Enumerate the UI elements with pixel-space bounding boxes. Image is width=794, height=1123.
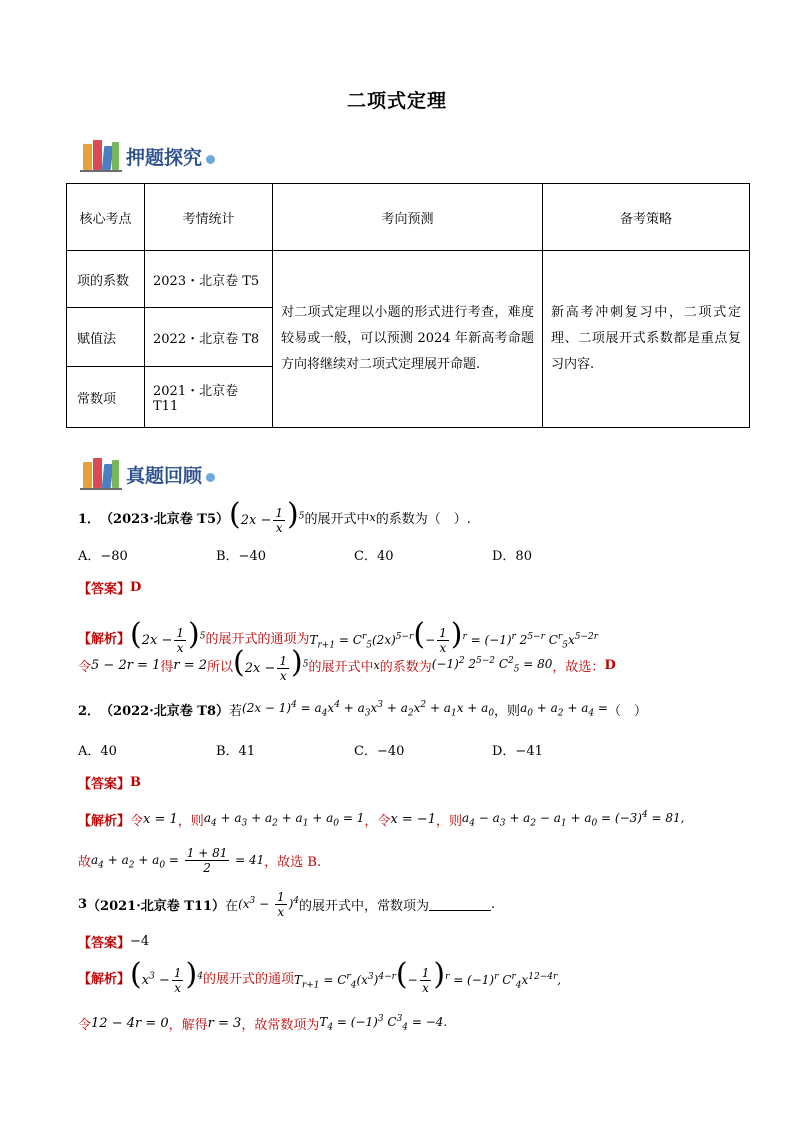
core-point: 常数项 bbox=[67, 367, 145, 428]
exam-source: 2023・北京卷 T5 bbox=[145, 251, 273, 308]
question-number: 1． bbox=[78, 512, 101, 527]
section-title: 押题探究 bbox=[126, 146, 203, 169]
binomial-expression: (2x − $\frac{1}{x}$ )$^5$ bbox=[229, 497, 305, 535]
option-b: B．−40 bbox=[216, 549, 266, 564]
analysis-line-1: 【解析】 ($x^3$ − $\frac{1}{x}$ )$^4$ 的展开式的通项 $T_{r+1} = C^r_4(x^3)^{4-r}(-$ $\frac{1}{x}$ )$^r = (-1)^r$ $C^r_4x^{12-4r}$, bbox=[78, 957, 562, 995]
books-icon bbox=[80, 458, 124, 490]
option-c: C．40 bbox=[354, 549, 394, 564]
core-point: 项的系数 bbox=[67, 251, 145, 308]
section-title: 真题回顾 bbox=[126, 464, 203, 487]
header-cell: 备考策略 bbox=[543, 184, 750, 251]
option-a: A．40 bbox=[78, 744, 117, 759]
dot-icon bbox=[206, 473, 215, 482]
analysis-line-1: 【解析】 令 x = 1 ，则 $a_4 + a_3 + a_2 + a_1 + a_0 = 1$ ，令 x = −1 ，则 $a_4 - a_3 + a_2 - a_1 + a_0 = (-3)^4 = 81$, bbox=[78, 810, 685, 829]
answer-value: D bbox=[130, 580, 142, 595]
answer-line bbox=[78, 578, 141, 597]
option-c: C．−40 bbox=[354, 744, 405, 759]
section-header-review bbox=[80, 456, 215, 492]
analysis-line-2: 令 5 − 2r = 1 得 r = 2 所以 (2x − $\frac{1}{x}$ )$^5$ 的展开式中 x 的系数为 $(-1)^2$ $2^{5-2}$ $C^2_5 = 80$ ，故选： D bbox=[78, 645, 616, 683]
option-d: D．80 bbox=[492, 549, 532, 564]
option-a: A．−80 bbox=[78, 549, 128, 564]
table-header-row bbox=[67, 184, 750, 251]
option-b: B．41 bbox=[216, 744, 256, 759]
header-cell: 核心考点 bbox=[67, 184, 145, 251]
answer-blank bbox=[429, 898, 491, 911]
options-row bbox=[78, 740, 630, 759]
question-source: （2023·北京卷 T5） bbox=[100, 512, 229, 527]
answer-line: 【答案】 B bbox=[78, 775, 142, 792]
books-icon bbox=[80, 140, 124, 172]
option-d: D．−41 bbox=[492, 744, 543, 759]
prediction-text: 对二项式定理以小题的形式进行考查，难度较易或一般，可以预测 2024 年新高考命题方向将继续对二项式定理展开命题. bbox=[273, 251, 543, 428]
exam-source: 2022・北京卷 T8 bbox=[145, 308, 273, 367]
dot-icon bbox=[206, 155, 215, 164]
options-row bbox=[78, 545, 630, 564]
header-cell: 考情统计 bbox=[145, 184, 273, 251]
header-cell: 考向预测 bbox=[273, 184, 543, 251]
analysis-line-2: 令 12 − 4r = 0 ，解得 r = 3 ，故常数项为 $T_4 = (-1)^3$ $C^3_4 = -4$. bbox=[78, 1014, 448, 1033]
page-title: 二项式定理 bbox=[346, 90, 447, 112]
question-3: 3 （2021·北京卷 T11） 在 ($x^3$ − $\frac{1}{x}$ )$^4$ 的展开式中，常数项为 . bbox=[78, 890, 496, 919]
analysis-line-1: 【解析】 (2x − $\frac{1}{x}$ )$^5$ 的展开式的通项为 $T_{r+1} = C^r_5(2x)^{5-r}(-$ $\frac{1}{x}$ )$^r = (-1)^r$ $2^{5-r}$ $C^r_5x^{5-2r}$ bbox=[78, 617, 599, 655]
answer-label: 【答案】 bbox=[78, 582, 131, 597]
analysis-line-2: 故 $a_4 + a_2 + a_0$ = $\frac{1 + 81}{2}$ = 41 ，故选 B. bbox=[78, 846, 322, 875]
general-term: $T_{r+1} = C^r_5(2x)^{5-r}(-$ $\frac{1}{x}$ )$^r = (-1)^r$ $2^{5-r}$ $C^r_5x^{5-2r}$ bbox=[309, 617, 599, 655]
table-row bbox=[67, 251, 750, 308]
question-2: 2． （2022·北京卷 T8） 若 $(2x - 1)^4 = a_4x^4 + a_3x^3 + a_2x^2 + a_1x + a_0$ ，则 $a_0 + a_2 + a_4$ = （ ） bbox=[78, 700, 647, 719]
exam-source: 2021・北京卷 T11 bbox=[145, 367, 273, 428]
core-point: 赋值法 bbox=[67, 308, 145, 367]
section-header-explore bbox=[80, 138, 215, 174]
question-1: 1． （2023·北京卷 T5） (2x − $\frac{1}{x}$ )$^5$ 的展开式中 x 的系数为（ ）. bbox=[78, 497, 471, 535]
exam-analysis-table bbox=[66, 183, 750, 428]
answer-line: 【答案】 −4 bbox=[78, 934, 150, 951]
strategy-text: 新高考冲刺复习中，二项式定理、二项展开式系数都是重点复习内容. bbox=[543, 251, 750, 428]
